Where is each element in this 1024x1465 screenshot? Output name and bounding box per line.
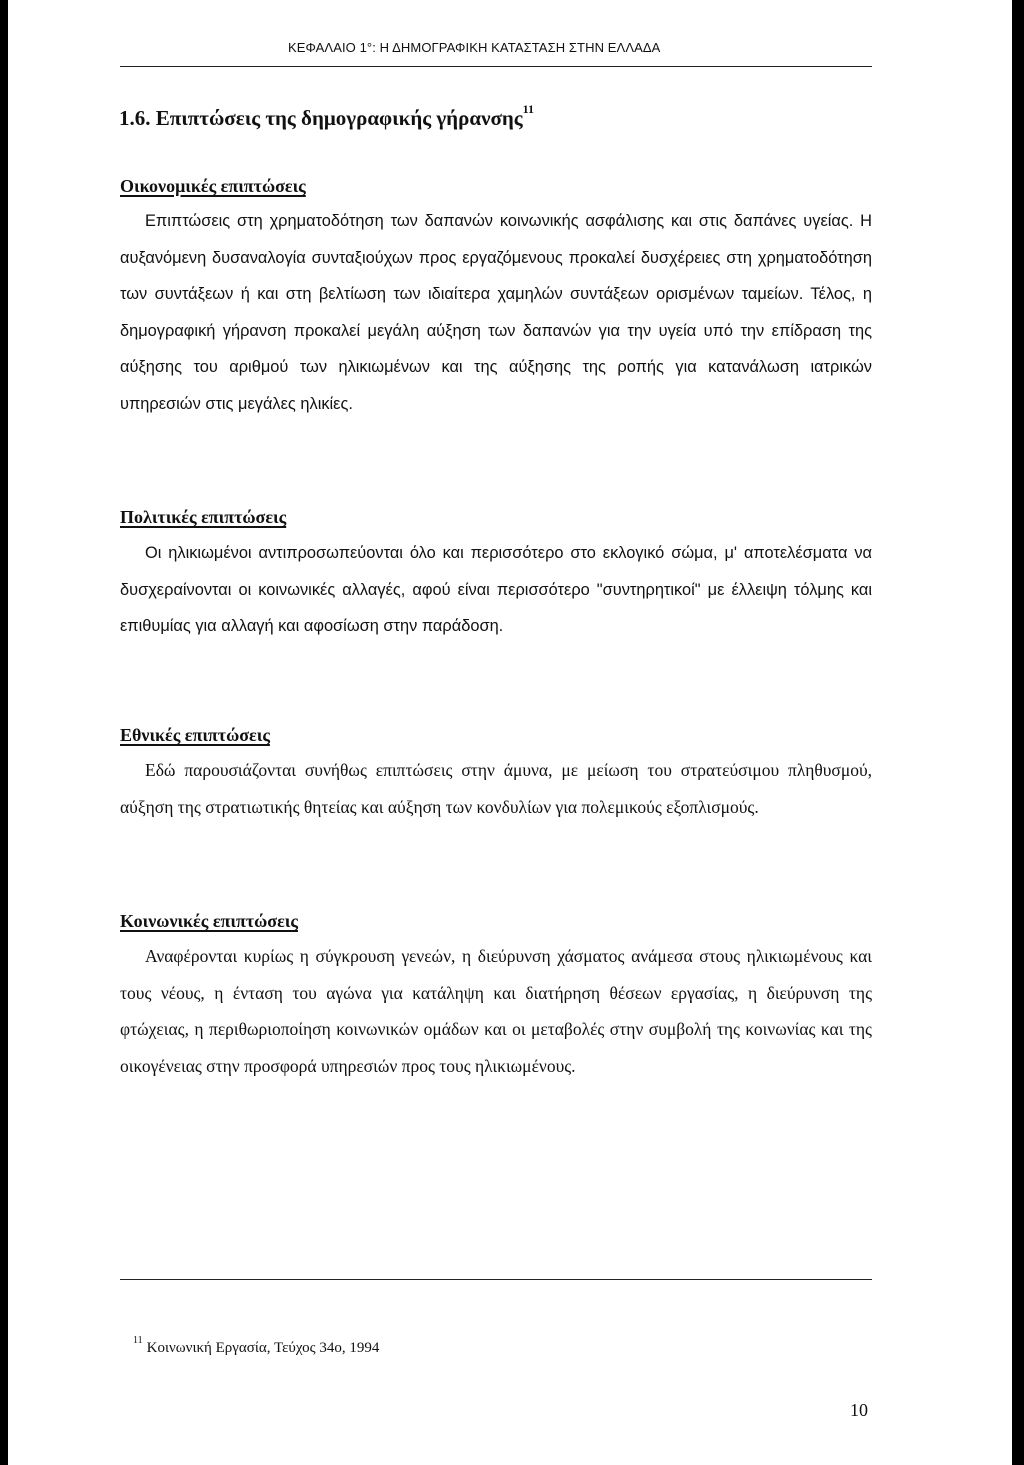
- document-page: [8, 0, 1012, 1465]
- running-header: ΚΕΦΑΛΑΙΟ 1°: Η ΔΗΜΟΓΡΑΦΙΚΗ ΚΑΤΑΣΤΑΣΗ ΣΤΗΝ ΕΛΛΑΔΑ: [288, 40, 661, 55]
- footnote: [133, 1335, 380, 1357]
- footnote-rule: [120, 1279, 872, 1280]
- page-number: 10: [850, 1400, 868, 1420]
- section-title-text: 1.6. Επιπτώσεις της δημογραφικής γήρανσης: [119, 106, 523, 130]
- footnote-number: 11: [133, 1335, 143, 1346]
- paragraph-national: Εδώ παρουσιάζονται συνήθως επιπτώσεις στην άμυνα, με μείωση του στρατεύσιμου πληθυσμού, αύξηση της στρατιωτικής θητείας και αύξηση των κονδυλίων για πολεμικούς εξοπλισμούς.: [120, 760, 872, 817]
- footnote-reference: 11: [522, 102, 534, 116]
- subheading-national: Εθνικές επιπτώσεις: [120, 725, 270, 745]
- subheading-social: Κοινωνικές επιπτώσεις: [120, 911, 298, 931]
- footnote-text: Κοινωνική Εργασία, Τεύχος 34ο, 1994: [146, 1340, 380, 1356]
- subheading-economic: Οικονομικές επιπτώσεις: [120, 176, 306, 196]
- section-title: [119, 102, 534, 131]
- header-rule: [120, 66, 872, 67]
- paragraph-political: Οι ηλικιωμένοι αντιπροσωπεύονται όλο και περισσότερο στο εκλογικό σώμα, μ' αποτελέσματα να δυσχεραίνονται οι κοινωνικές αλλαγές, αφού είναι περισσότερο "συντηρητικοί" με έλλειψη τόλμης και επιθυμίας για αλλαγή και αφοσίωση στην παράδοση.: [120, 544, 872, 636]
- paragraph-economic: Επιπτώσεις στη χρηματοδότηση των δαπανών κοινωνικής ασφάλισης και στις δαπάνες υγείας. Η αυξανόμενη δυσαναλογία συνταξιούχων προς εργαζόμενους προκαλεί δυσχέρειες στη χρηματοδότηση των συντάξεων ή και στη βελτίωση των ιδιαίτερα χαμηλών συντάξεων ορισμένων ταμείων. Τέλος, η δημογραφική γήρανση προκαλεί μεγάλη αύξηση των δαπανών για την υγεία υπό την επίδραση της αύξησης του αριθμού των ηλικιωμένων και της αύξησης της ροπής για κατανάλωση ιατρικών υπηρεσιών στις μεγάλες ηλικίες.: [120, 212, 872, 413]
- subheading-political: Πολιτικές επιπτώσεις: [120, 507, 287, 527]
- paragraph-social: Αναφέρονται κυρίως η σύγκρουση γενεών, η διεύρυνση χάσματος ανάμεσα στους ηλικιωμένους και τους νέους, η ένταση του αγώνα για κατάληψη και διατήρηση θέσεων εργασίας, η διεύρυνση της φτώχειας, η περιθωριοποίηση κοινωνικών ομάδων και οι μεταβολές στην συμβολή της κοινωνίας και της οικογένειας στην προσφορά υπηρεσιών προς τους ηλικιωμένους.: [120, 946, 872, 1076]
